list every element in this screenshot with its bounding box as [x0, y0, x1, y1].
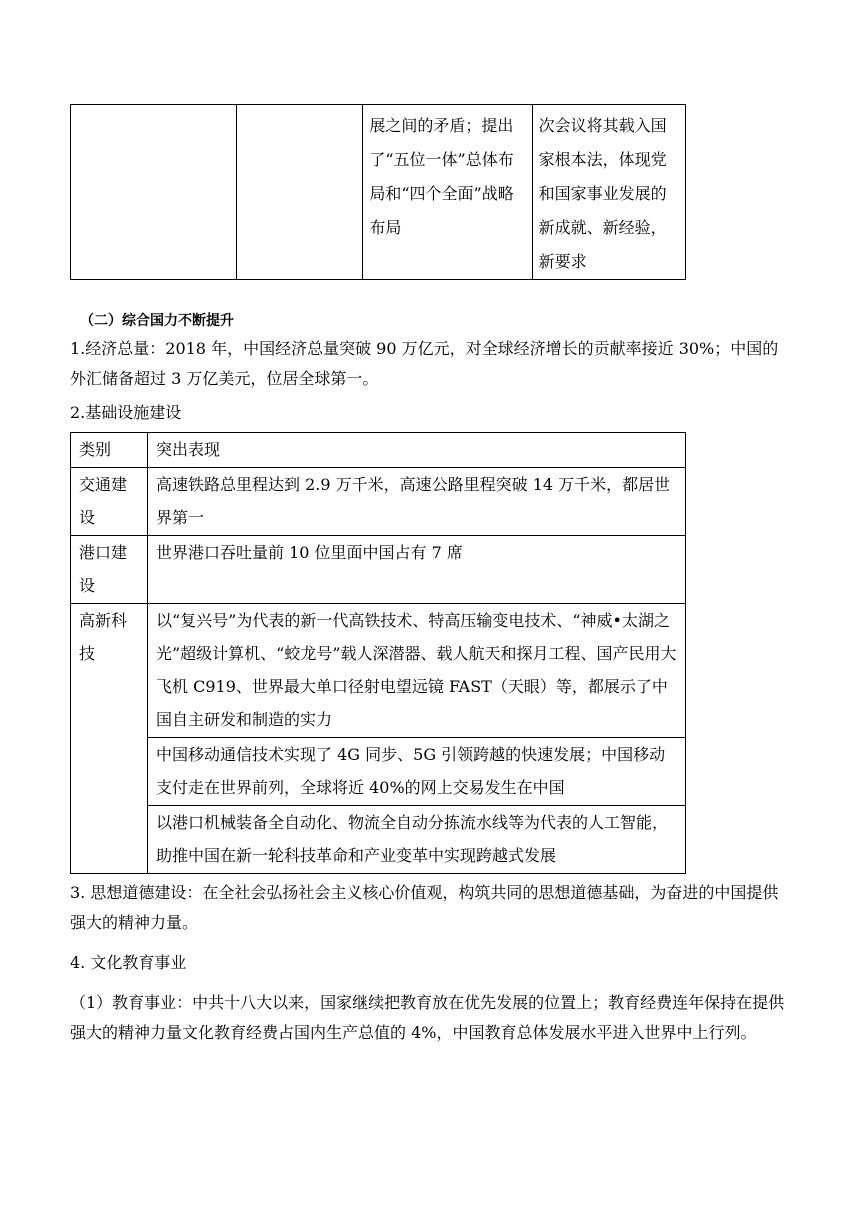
paragraph-education: （1）教育事业：中共十八大以来，国家继续把教育放在优先发展的位置上；教育经费连年保持在提供强大的精神力量文化教育经费占国内生产总值的 4%，中国教育总体发展水平进入世界中上行列。: [70, 993, 785, 1042]
table-row: [71, 468, 686, 536]
row-text: 以“复兴号”为代表的新一代高铁技术、特高压输变电技术、“神威•太湖之光”超级计算机、“蛟龙号”载人深潜器、载人航天和探月工程、国产民用大飞机 C919、世界最大单口径射电望远镜 FAST（天眼）等，都展示了中国自主研发和制造的实力: [148, 604, 686, 738]
header-cell-category: 类别: [71, 433, 148, 468]
paragraph-economy: 1.经济总量：2018 年，中国经济总量突破 90 万亿元，对全球经济增长的贡献率接近 30%；中国的外汇储备超过 3 万亿美元，位居全球第一。: [70, 339, 779, 388]
table-cell: [363, 105, 532, 280]
table-header-row: [71, 433, 686, 468]
row-category: 高新科技: [71, 604, 148, 874]
table-row: [71, 738, 686, 806]
paragraph-culture-title: 4. 文化教育事业: [70, 953, 187, 972]
paragraph-infrastructure-title: 2.基础设施建设: [70, 403, 182, 422]
row-category: 交通建设: [71, 468, 148, 536]
row-text: 世界港口吞吐量前 10 位里面中国占有 7 席: [148, 536, 686, 604]
table-row: [71, 536, 686, 604]
table-row: [71, 604, 686, 738]
cell-text: 次会议将其载入国家根本法，体现党和国家事业发展的新成就、新经验，新要求: [538, 116, 667, 271]
table-row: [71, 806, 686, 874]
row-category: 港口建设: [71, 536, 148, 604]
row-text: 以港口机械装备全自动化、物流全自动分拣流水线等为代表的人工智能，助推中国在新一轮科技革命和产业变革中实现跨越式发展: [148, 806, 686, 874]
section-heading: （二）综合国力不断提升: [80, 313, 234, 329]
table-cell: [237, 105, 363, 280]
row-text: 高速铁路总里程达到 2.9 万千米，高速公路里程突破 14 万千米，都居世界第一: [148, 468, 686, 536]
table-cell: [532, 105, 685, 280]
cell-text: 展之间的矛盾；提出了“五位一体”总体布局和“四个全面”战略布局: [369, 116, 514, 237]
infrastructure-table: [70, 432, 686, 874]
header-cell-highlight: 突出表现: [148, 433, 686, 468]
row-text: 中国移动通信技术实现了 4G 同步、5G 引领跨越的快速发展；中国移动支付走在世界前列，全球将近 40%的网上交易发生在中国: [148, 738, 686, 806]
table-cell: [71, 105, 237, 280]
continuation-table: [70, 104, 686, 280]
paragraph-moral: 3. 思想道德建设：在全社会弘扬社会主义核心价值观，构筑共同的思想道德基础，为奋进的中国提供强大的精神力量。: [70, 883, 779, 932]
